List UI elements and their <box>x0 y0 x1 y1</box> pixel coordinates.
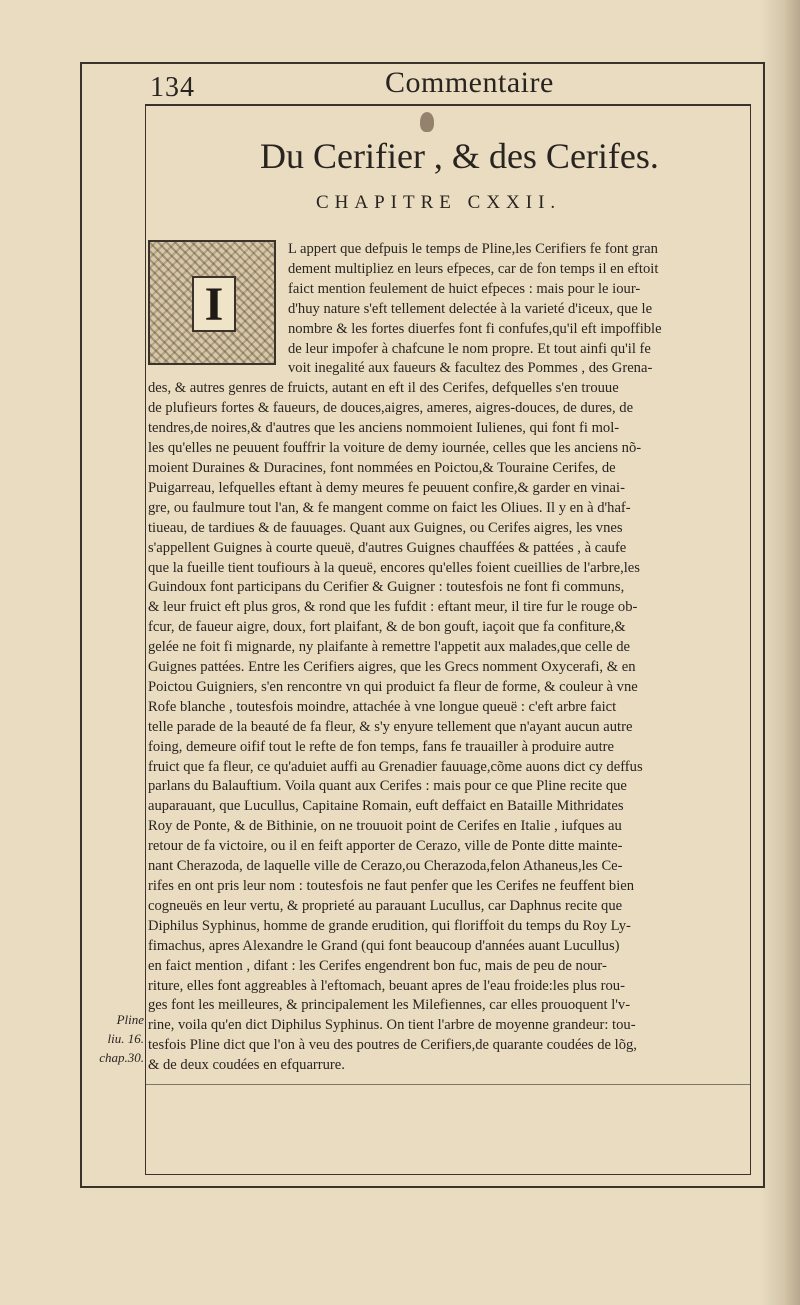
outer-frame-left <box>80 62 82 1187</box>
text-line: fruict que fa fleur, ce qu'aduiet auffi au Grenadier fauuage,cõme auons dict cy deffus <box>148 758 643 775</box>
text-line: & de deux coudées en efquarrure. <box>148 1057 345 1074</box>
text-line: cogneuës en leur vertu, & proprieté au parauant Lucullus, car Daphnus recite que <box>148 897 623 914</box>
text-line: Puigarreau, lefquelles eftant à demy meures fe peuuent confire,& garder en vinai- <box>148 479 625 496</box>
text-line: riture, elles font aggreables à l'eftomach, beuant apres de l'eau froide:les plus rou- <box>148 977 625 994</box>
margin-note-line: Pline <box>116 1012 144 1027</box>
text-line: en faict mention , difant : les Cerifes engendrent bon fuc, mais de peu de nour- <box>148 957 607 974</box>
header-rule <box>145 104 750 106</box>
text-bottom-rule <box>145 1084 751 1085</box>
text-line: Guignes pattées. Entre les Cerifiers aigres, que les Grecs nomment Oxycerafi, & en <box>148 659 636 676</box>
inner-frame-right <box>750 104 751 1174</box>
page-number: 134 <box>150 72 195 103</box>
drop-cap-letter: I <box>192 276 236 332</box>
text-line: telle parade de la beauté de fa fleur, & s'y enyure tellement que n'ayant aucun autre <box>148 718 633 735</box>
inner-frame-left <box>145 104 146 1174</box>
text-line: dement multipliez en leurs efpeces, car de fon temps il en eftoit <box>288 260 659 277</box>
text-line: ges font les meilleures, & principalement les Milefiennes, car elles prouoquent l'v- <box>148 997 631 1014</box>
ornament-icon <box>420 112 434 132</box>
margin-note-line: chap.30. <box>99 1050 144 1065</box>
text-line: nant Cherazoda, de laquelle ville de Cerazo,ou Cherazoda,felon Athaneus,les Ce- <box>148 858 623 875</box>
text-line: gre, ou faulmure tout l'an, & fe mangent comme on faict les Oliues. Il y en à d'haf- <box>148 499 631 516</box>
text-line: Roy de Ponte, & de Bithinie, on ne trouuoit point de Cerifes en Italie , iufques au <box>148 818 622 835</box>
text-line: que la fueille tient toufiours à la queuë, encores qu'elles foient cueillies de l'arbre,les <box>148 559 640 576</box>
text-line: voit inegalité aux faueurs & facultez des Pommes , des Grena- <box>288 360 653 377</box>
text-line: fimachus, apres Alexandre le Grand (qui font beaucoup d'années auant Lucullus) <box>148 937 620 954</box>
text-line: faict mention feulement de huict efpeces : mais pour le iour- <box>288 280 641 297</box>
chapter-title: Du Cerifier , & des Cerifes. <box>260 136 659 176</box>
text-line: tendres,de noires,& d'autres que les anciens nommoient Iulienes, qui font fi mol- <box>148 420 620 437</box>
text-line: moient Duraines & Duracines, font nommées en Poictou,& Touraine Cerifes, de <box>148 459 616 476</box>
text-line: gelée ne foit fi mignarde, ny plaifante à remettre l'appetit aux malades,que celle de <box>148 639 630 656</box>
text-line: auparauant, que Lucullus, Capitaine Romain, euft deffaict en Bataille Mithridates <box>148 798 624 815</box>
text-line: nombre & les fortes diuerfes font fi confufes,qu'il eft impoffible <box>288 320 662 337</box>
outer-frame-bottom <box>80 1186 765 1188</box>
text-line: rine, voila qu'en dict Diphilus Syphinus. On tient l'arbre de moyenne grandeur: tou- <box>148 1017 636 1034</box>
margin-note <box>86 1010 144 1067</box>
chapter-number: CHAPITRE CXXII. <box>316 192 562 213</box>
text-line: & leur fruict eft plus gros, & rond que les fufdit : eftant meur, il tire fur le rouge ob- <box>148 599 638 616</box>
text-line: de leur impofer à chafcune le nom propre. Et tout ainfi qu'il fe <box>288 340 651 357</box>
text-line: rifes en ont pris leur nom : toutesfois ne faut penfer que les Cerifes ne feuffent bien <box>148 878 635 894</box>
outer-frame-right <box>763 62 765 1187</box>
text-line: de plufieurs fortes & faueurs, de douces,aigres, ameres, aigres-douces, de dures, de <box>148 400 634 417</box>
text-line: foing, demeure oifif tout le refte de fon temps, fans fe trauailler à produire autre <box>148 738 614 755</box>
text-line: Rofe blanche , toutesfois moindre, attachée à vne longue queuë : c'eft arbre faict <box>148 698 617 715</box>
text-line: Guindoux font participans du Cerifier & Guigner : toutesfois ne font fi communs, <box>148 579 625 596</box>
text-line: Diphilus Syphinus, homme de grande erudition, qui floriffoit du temps du Roy Ly- <box>148 917 631 934</box>
text-line: tesfois Pline dict que l'on à veu des poutres de Cerifiers,de quarante coudées de lõg, <box>148 1037 637 1054</box>
body-text <box>148 240 740 1076</box>
text-line: des, & autres genres de fruicts, autant en eft il des Cerifes, defquelles s'en trouue <box>148 380 619 397</box>
text-line: Poictou Guigniers, s'en rencontre vn qui produict fa fleur de forme, & couleur à vne <box>148 678 638 695</box>
text-line: les qu'elles ne peuuent fouffrir la voiture de demy iournée, celles que les anciens nõ- <box>148 440 642 457</box>
outer-frame-top <box>80 62 765 64</box>
text-line: d'huy nature s'eft tellement delectée à la varieté d'iceux, que le <box>288 300 653 317</box>
text-line: s'appellent Guignes à courte queuë, d'autres Guignes chauffées & pattées , à caufe <box>148 539 627 556</box>
page-edge-shadow <box>760 0 800 1305</box>
text-line: parlans du Balauftium. Voila quant aux Cerifes : mais pour ce que Pline recite que <box>148 778 627 795</box>
running-title: Commentaire <box>385 66 554 99</box>
text-line: L appert que defpuis le temps de Pline,les Cerifiers fe font gran <box>288 241 658 257</box>
inner-frame-bottom <box>145 1174 751 1175</box>
text-line: tiueau, de tardiues & de fauuages. Quant aux Guignes, ou Cerifes aigres, les vnes <box>148 519 623 536</box>
text-line: fcur, de faueur aigre, doux, fort plaifant, & de bon gouft, iaçoit que fa confiture,& <box>148 619 626 636</box>
text-line: retour de fa victoire, ou il en feift apporter de Cerazo, ville de Ponte ditte mainte- <box>148 838 623 855</box>
margin-note-line: liu. 16. <box>107 1031 144 1046</box>
